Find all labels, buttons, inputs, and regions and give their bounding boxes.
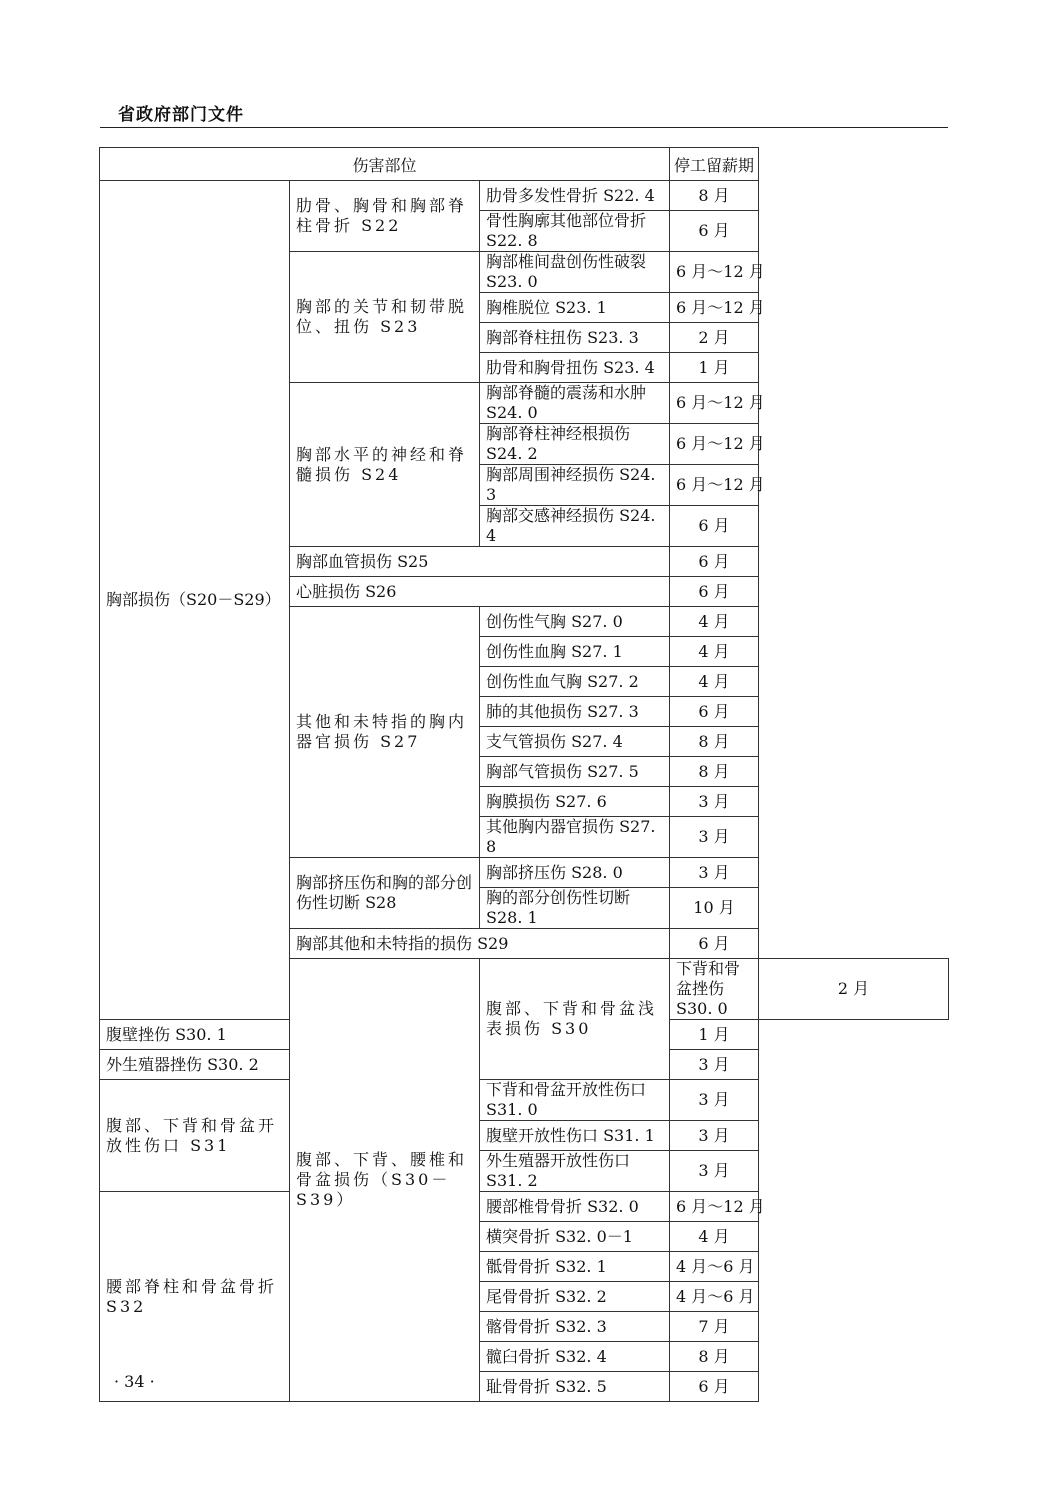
- injury-site: 肋骨多发性骨折 S22. 4: [480, 181, 670, 211]
- group-s24: 胸部水平的神经和脊髓损伤 S24: [290, 383, 480, 547]
- injury-site: 胸部椎间盘创伤性破裂 S23. 0: [480, 252, 670, 293]
- leave-period: 6 月: [670, 1372, 759, 1402]
- injury-site: 其他胸内器官损伤 S27. 8: [480, 817, 670, 858]
- injury-site: 胸部脊髓的震荡和水肿 S24. 0: [480, 383, 670, 424]
- leave-period: 1 月: [670, 353, 759, 383]
- header-rule: [100, 127, 948, 128]
- leave-period: 2 月: [759, 959, 949, 1020]
- injury-site: 髂骨骨折 S32. 3: [480, 1312, 670, 1342]
- injury-site: 创伤性气胸 S27. 0: [480, 607, 670, 637]
- injury-site: 尾骨骨折 S32. 2: [480, 1282, 670, 1312]
- injury-site: 横突骨折 S32. 0－1: [480, 1222, 670, 1252]
- leave-period: 6 月: [670, 577, 759, 607]
- leave-period: 8 月: [670, 727, 759, 757]
- leave-period: 4 月: [670, 637, 759, 667]
- leave-period: 6 月～12 月: [670, 465, 759, 506]
- leave-period: 6 月: [670, 929, 759, 959]
- leave-period: 3 月: [670, 787, 759, 817]
- leave-period: 3 月: [670, 817, 759, 858]
- injury-site: 外生殖器挫伤 S30. 2: [100, 1050, 290, 1080]
- leave-period: 6 月: [670, 506, 759, 547]
- injury-site: 肋骨和胸骨扭伤 S23. 4: [480, 353, 670, 383]
- leave-period: 3 月: [670, 1121, 759, 1151]
- injury-site: 外生殖器开放性伤口 S31. 2: [480, 1151, 670, 1192]
- leave-period: 3 月: [670, 1080, 759, 1121]
- leave-period: 6 月: [670, 697, 759, 727]
- leave-period: 3 月: [670, 1050, 759, 1080]
- injury-site: 腹壁开放性伤口 S31. 1: [480, 1121, 670, 1151]
- injury-site: 下背和骨盆挫伤 S30. 0: [670, 959, 759, 1020]
- document-header: 省政府部门文件: [118, 105, 244, 125]
- table-row: [100, 181, 949, 211]
- leave-period: 6 月～12 月: [670, 1192, 759, 1222]
- leave-period: 6 月～12 月: [670, 252, 759, 293]
- injury-site: 胸部交感神经损伤 S24. 4: [480, 506, 670, 547]
- injury-site: 胸膜损伤 S27. 6: [480, 787, 670, 817]
- leave-period: 4 月～6 月: [670, 1282, 759, 1312]
- injury-table: [99, 147, 949, 1402]
- leave-period: 10 月: [670, 888, 759, 929]
- group-s32: 腰部脊柱和骨盆骨折 S32: [100, 1192, 290, 1402]
- injury-site: 骨性胸廓其他部位骨折 S22. 8: [480, 211, 670, 252]
- leave-period: 3 月: [670, 858, 759, 888]
- group-s22: 肋骨、胸骨和胸部脊柱骨折 S22: [290, 181, 480, 252]
- injury-site: 胸部脊柱神经根损伤 S24. 2: [480, 424, 670, 465]
- group-s31: 腹部、下背和骨盆开放性伤口 S31: [100, 1080, 290, 1192]
- leave-period: 1 月: [670, 1020, 759, 1050]
- injury-site: 腹壁挫伤 S30. 1: [100, 1020, 290, 1050]
- leave-period: 4 月: [670, 1222, 759, 1252]
- col-header-leave-period: 停工留薪期: [670, 148, 759, 181]
- injury-site: 腰部椎骨骨折 S32. 0: [480, 1192, 670, 1222]
- leave-period: 6 月: [670, 547, 759, 577]
- leave-period: 8 月: [670, 181, 759, 211]
- injury-site: 创伤性血气胸 S27. 2: [480, 667, 670, 697]
- injury-site: 胸部气管损伤 S27. 5: [480, 757, 670, 787]
- injury-site: 胸部血管损伤 S25: [290, 547, 670, 577]
- group-s27: 其他和未特指的胸内器官损伤 S27: [290, 607, 480, 858]
- table-row: [100, 1080, 949, 1121]
- leave-period: 8 月: [670, 1342, 759, 1372]
- injury-site: 胸椎脱位 S23. 1: [480, 293, 670, 323]
- group-s28: 胸部挤压伤和胸的部分创伤性切断 S28: [290, 858, 480, 929]
- injury-site: 胸部脊柱扭伤 S23. 3: [480, 323, 670, 353]
- table-header-row: [100, 148, 949, 181]
- leave-period: 6 月: [670, 211, 759, 252]
- injury-site: 胸部周围神经损伤 S24. 3: [480, 465, 670, 506]
- leave-period: 6 月～12 月: [670, 293, 759, 323]
- col-header-injury-site: 伤害部位: [100, 148, 670, 181]
- injury-site: 下背和骨盆开放性伤口 S31. 0: [480, 1080, 670, 1121]
- injury-site: 髋臼骨折 S32. 4: [480, 1342, 670, 1372]
- injury-site: 胸部挤压伤 S28. 0: [480, 858, 670, 888]
- region-abdomen: 腹部、下背、腰椎和骨盆损伤（S30－S39）: [290, 959, 480, 1402]
- injury-site: 胸部其他和未特指的损伤 S29: [290, 929, 670, 959]
- injury-site: 骶骨骨折 S32. 1: [480, 1252, 670, 1282]
- leave-period: 4 月～6 月: [670, 1252, 759, 1282]
- injury-site: 创伤性血胸 S27. 1: [480, 637, 670, 667]
- injury-site: 支气管损伤 S27. 4: [480, 727, 670, 757]
- leave-period: 4 月: [670, 607, 759, 637]
- injury-site: 耻骨骨折 S32. 5: [480, 1372, 670, 1402]
- leave-period: 3 月: [670, 1151, 759, 1192]
- region-chest: 胸部损伤（S20－S29）: [100, 181, 290, 1020]
- injury-site: 胸的部分创伤性切断 S28. 1: [480, 888, 670, 929]
- leave-period: 2 月: [670, 323, 759, 353]
- group-s30: 腹部、下背和骨盆浅表损伤 S30: [480, 959, 670, 1080]
- injury-site: 肺的其他损伤 S27. 3: [480, 697, 670, 727]
- leave-period: 8 月: [670, 757, 759, 787]
- leave-period: 6 月～12 月: [670, 383, 759, 424]
- group-s23: 胸部的关节和韧带脱位、扭伤 S23: [290, 252, 480, 383]
- table-row: [100, 1192, 949, 1222]
- injury-site: 心脏损伤 S26: [290, 577, 670, 607]
- leave-period: 4 月: [670, 667, 759, 697]
- leave-period: 6 月～12 月: [670, 424, 759, 465]
- page-number: · 34 ·: [114, 1372, 155, 1391]
- leave-period: 7 月: [670, 1312, 759, 1342]
